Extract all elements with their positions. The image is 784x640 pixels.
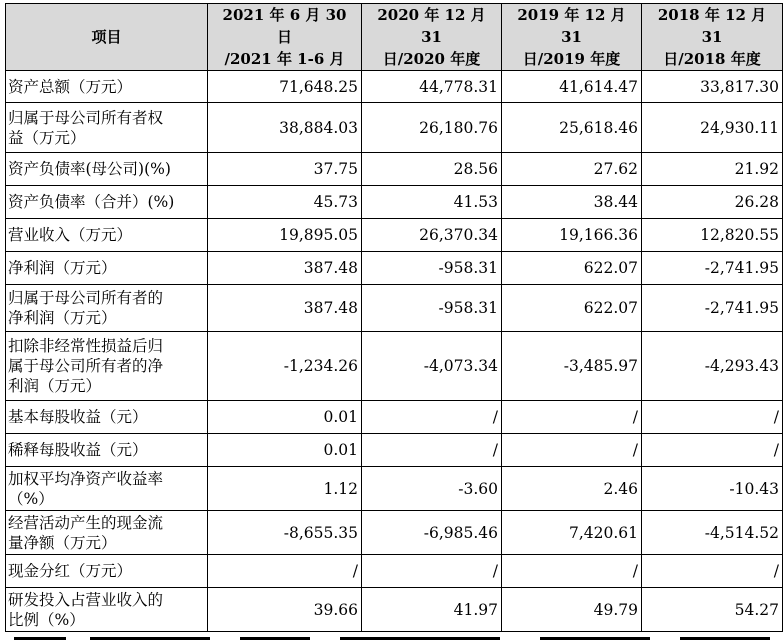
value-cell: / [208, 555, 362, 588]
value-cell: -3,485.97 [502, 332, 642, 401]
row-label [6, 219, 208, 252]
value-cell: / [362, 401, 502, 434]
row-label-line: 资产总额（万元） [8, 77, 133, 96]
value-cell: -2,741.95 [642, 252, 783, 285]
table-body [6, 71, 783, 632]
value-cell: 44,778.31 [362, 71, 502, 103]
value-cell: 41.97 [362, 588, 502, 632]
header-line: /2021 年 1-6 月 [224, 50, 345, 68]
header-line: 2018 年 12 月 31 [657, 6, 767, 46]
value-cell: -3.60 [362, 467, 502, 511]
table-row [6, 252, 783, 285]
value-cell: 19,895.05 [208, 219, 362, 252]
value-cell: 41.53 [362, 186, 502, 219]
value-cell: 24,930.11 [642, 103, 783, 153]
table-row [6, 332, 783, 401]
value-cell: 71,648.25 [208, 71, 362, 103]
value-cell: / [362, 555, 502, 588]
header-line: 2021 年 6 月 30 日 [222, 6, 347, 46]
value-cell: / [502, 555, 642, 588]
row-label-line: 现金分红（万元） [8, 562, 133, 580]
value-cell: / [642, 434, 783, 467]
value-cell: / [502, 434, 642, 467]
row-label [6, 252, 208, 285]
value-cell: 19,166.36 [502, 219, 642, 252]
value-cell: 54.27 [642, 588, 783, 632]
header-line: 日/2019 年度 [522, 50, 621, 68]
value-cell: 38.44 [502, 186, 642, 219]
row-label [6, 555, 208, 588]
row-label-line: 属于母公司所有者的净 [8, 357, 164, 375]
row-label [6, 71, 208, 103]
row-label-line: 归属于母公司所有者权 [8, 108, 164, 127]
value-cell: 26,370.34 [362, 219, 502, 252]
value-cell: 12,820.55 [642, 219, 783, 252]
row-label-line: （%） [8, 489, 54, 508]
header-line: 2020 年 12 月 31 [377, 6, 486, 46]
table-row [6, 285, 783, 332]
value-cell: / [502, 401, 642, 434]
table-row [6, 511, 783, 555]
value-cell: 27.62 [502, 153, 642, 186]
value-cell: -4,293.43 [642, 332, 783, 401]
row-label [6, 153, 208, 186]
value-cell: -958.31 [362, 252, 502, 285]
row-label-line: 研发投入占营业收入的 [8, 590, 164, 609]
value-cell: 387.48 [208, 285, 362, 332]
table-row [6, 219, 783, 252]
row-label [6, 467, 208, 511]
value-cell: 37.75 [208, 153, 362, 186]
value-cell: 39.66 [208, 588, 362, 632]
value-cell: 38,884.03 [208, 103, 362, 153]
value-cell: 45.73 [208, 186, 362, 219]
row-label [6, 511, 208, 555]
table-row [6, 186, 783, 219]
header-row [6, 4, 783, 71]
row-label-line: 利润（万元） [8, 377, 102, 395]
value-cell: / [642, 401, 783, 434]
row-label-line: 基本每股收益（元） [8, 408, 148, 426]
value-cell: 33,817.30 [642, 71, 783, 103]
value-cell: -10.43 [642, 467, 783, 511]
row-label-line: 资产负债率(母公司)(%) [8, 160, 171, 178]
row-label [6, 332, 208, 401]
value-cell: / [642, 555, 783, 588]
row-label-line: 净利润（万元） [8, 259, 117, 277]
value-cell: -2,741.95 [642, 285, 783, 332]
value-cell: -6,985.46 [362, 511, 502, 555]
value-cell: -958.31 [362, 285, 502, 332]
row-label [6, 285, 208, 332]
row-label-line: 经营活动产生的现金流 [8, 513, 164, 532]
value-cell: / [362, 434, 502, 467]
row-label-line: 稀释每股收益（元） [8, 441, 148, 459]
row-label-line: 资产负债率（合并）(%) [8, 193, 175, 211]
row-label-line: 扣除非经常性损益后归 [8, 337, 164, 355]
value-cell: 49.79 [502, 588, 642, 632]
header-line: 日/2020 年度 [382, 50, 481, 68]
value-cell: 26.28 [642, 186, 783, 219]
value-cell: 622.07 [502, 285, 642, 332]
row-label [6, 401, 208, 434]
value-cell: 41,614.47 [502, 71, 642, 103]
header-item: 项目 [6, 4, 208, 71]
table-row [6, 555, 783, 588]
table-row [6, 401, 783, 434]
header-col-2021h1 [208, 4, 362, 71]
value-cell: -1,234.26 [208, 332, 362, 401]
header-col-2018 [642, 4, 783, 71]
row-label-line: 净利润（万元） [8, 309, 117, 327]
header-line: 2019 年 12 月 31 [517, 6, 626, 46]
value-cell: 0.01 [208, 434, 362, 467]
value-cell: -8,655.35 [208, 511, 362, 555]
row-label-line: 益（万元） [8, 128, 86, 147]
header-line: 日/2018 年度 [663, 50, 761, 68]
value-cell: 28.56 [362, 153, 502, 186]
table-row [6, 434, 783, 467]
row-label-line: 营业收入（万元） [8, 226, 133, 244]
value-cell: 25,618.46 [502, 103, 642, 153]
row-label-line: 加权平均净资产收益率 [8, 469, 164, 488]
table-row [6, 153, 783, 186]
header-col-2019 [502, 4, 642, 71]
table-row [6, 71, 783, 103]
header-col-2020 [362, 4, 502, 71]
table-row [6, 467, 783, 511]
cropped-footer-text [0, 633, 784, 640]
row-label-line: 比例（%） [8, 610, 85, 629]
row-label [6, 434, 208, 467]
value-cell: 387.48 [208, 252, 362, 285]
value-cell: 26,180.76 [362, 103, 502, 153]
value-cell: -4,514.52 [642, 511, 783, 555]
row-label-line: 归属于母公司所有者的 [8, 289, 164, 307]
row-label-line: 量净额（万元） [8, 533, 117, 552]
value-cell: 622.07 [502, 252, 642, 285]
row-label [6, 103, 208, 153]
value-cell: -4,073.34 [362, 332, 502, 401]
value-cell: 7,420.61 [502, 511, 642, 555]
financial-data-table [5, 3, 783, 632]
row-label [6, 588, 208, 632]
value-cell: 21.92 [642, 153, 783, 186]
value-cell: 0.01 [208, 401, 362, 434]
value-cell: 2.46 [502, 467, 642, 511]
table-row [6, 103, 783, 153]
value-cell: 1.12 [208, 467, 362, 511]
table-row [6, 588, 783, 632]
row-label [6, 186, 208, 219]
